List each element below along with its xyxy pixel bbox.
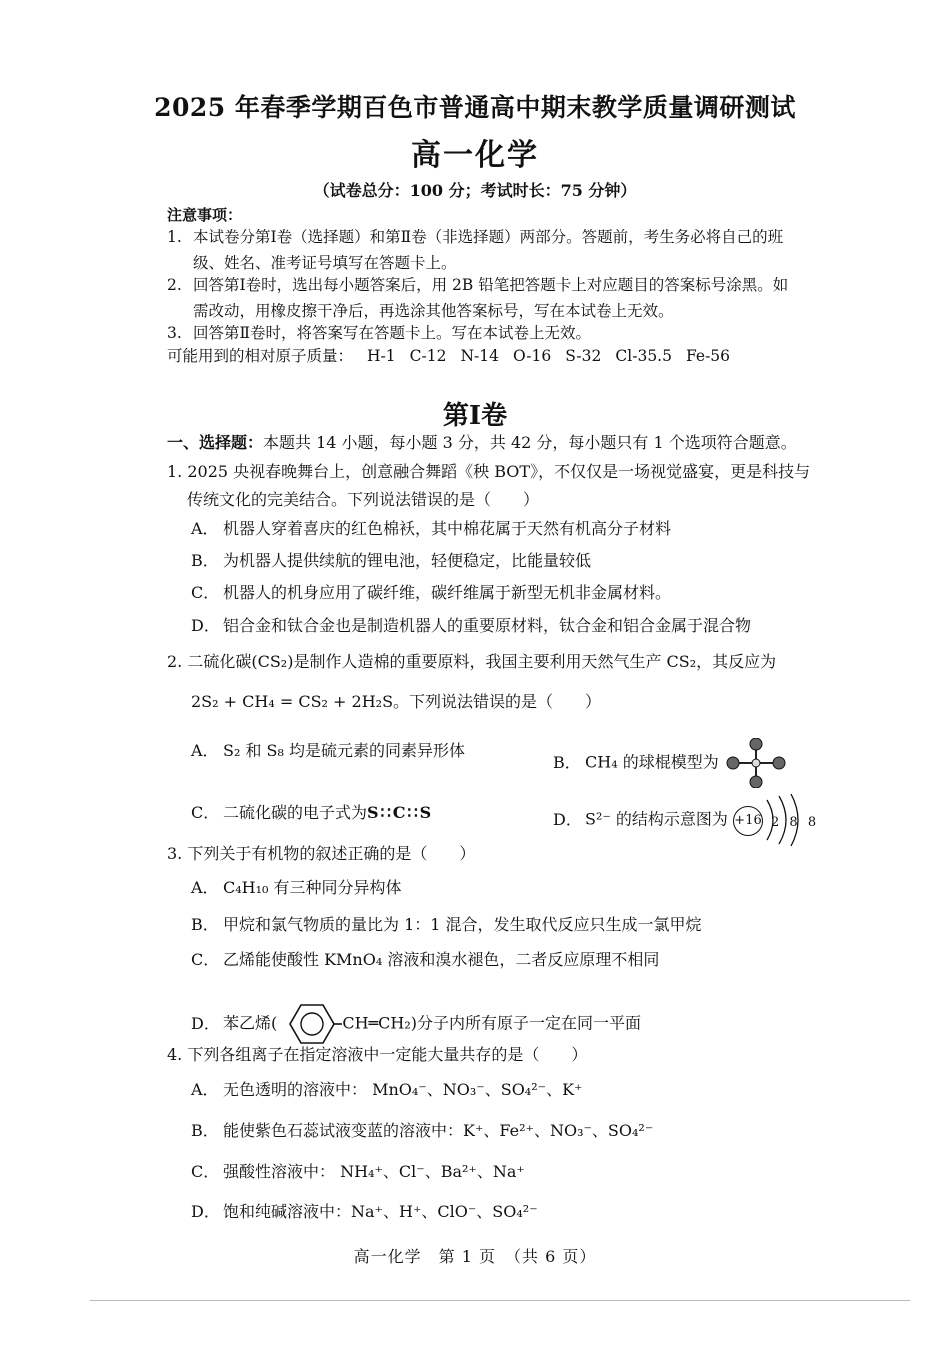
subject-title: 高一化学 — [411, 138, 539, 173]
notice-item-3 — [167, 320, 887, 346]
q4-option-d — [191, 1199, 538, 1225]
option-text: 无色透明的溶液中： MnO₄⁻、NO₃⁻、SO₄²⁻、K⁺ — [223, 1080, 583, 1099]
option-label: C． — [191, 803, 220, 822]
electron-formula: S∷C∷S — [367, 803, 434, 822]
q4-option-a — [191, 1077, 582, 1103]
option-text: )分子内所有原子一定在同一平面 — [410, 1013, 642, 1033]
atomic-mass: Fe-56 — [685, 347, 731, 365]
option-text: 饱和纯碱溶液中：Na⁺、H⁺、ClO⁻、SO₄²⁻ — [223, 1202, 538, 1221]
q3-option-c — [191, 947, 659, 973]
option-label: D． — [191, 1013, 220, 1033]
q1-option-d — [191, 613, 751, 639]
q3-option-b — [191, 912, 702, 938]
q2-option-a — [191, 738, 465, 764]
option-text: 甲烷和氯气物质的量比为 1：1 混合，发生取代反应只生成一氯甲烷 — [223, 915, 702, 934]
exam-title: 2025 年春季学期百色市普通高中期末教学质量调研测试 — [154, 93, 796, 122]
sulfide-ion-structure-diagram — [733, 800, 823, 840]
q4-option-b — [191, 1118, 653, 1144]
q1-option-c — [191, 580, 671, 606]
option-label: D． — [191, 616, 220, 635]
shell-electrons: 2 8 8 — [771, 815, 820, 830]
option-label: C． — [191, 583, 220, 602]
q2-option-b — [553, 738, 788, 788]
notice-item-1 — [167, 224, 887, 276]
atomic-mass: S-32 — [565, 347, 602, 365]
question-1-stem — [167, 458, 877, 514]
q3-option-a — [191, 875, 402, 901]
notice-text: 级、姓名、准考证号填写在答题卡上。 — [193, 254, 457, 272]
option-label: B． — [191, 1121, 219, 1140]
q1-option-a — [191, 516, 671, 542]
notice-text: 需改动，用橡皮擦干净后，再选涂其他答案标号，写在本试卷上无效。 — [193, 302, 674, 320]
option-label: D． — [191, 1202, 220, 1221]
atomic-label: 可能用到的相对原子质量： — [167, 347, 354, 365]
option-label: B． — [191, 551, 219, 570]
option-text: C₄H₁₀ 有三种同分异构体 — [223, 878, 402, 897]
question-text: 。下列说法错误的是（ ） — [393, 692, 602, 711]
option-label: A． — [191, 1080, 219, 1099]
option-text: 铝合金和钛合金也是制造机器人的重要原材料，钛合金和铝合金属于混合物 — [223, 616, 752, 635]
question-3-stem: 3. 下列关于有机物的叙述正确的是（ ） — [167, 844, 476, 863]
methane-ball-stick-model-icon — [724, 738, 788, 788]
vinyl-group: CH═CH₂ — [342, 1013, 411, 1033]
option-text: CH₄ 的球棍模型为 — [585, 752, 719, 772]
atomic-mass: O-16 — [513, 347, 552, 365]
option-label: D． — [553, 809, 582, 829]
page-footer: 高一化学 第 1 页 （共 6 页） — [353, 1247, 597, 1266]
notice-num: 1. — [167, 228, 182, 246]
option-text: 能使紫色石蕊试液变蓝的溶液中：K⁺、Fe²⁺、NO₃⁻、SO₄²⁻ — [223, 1121, 654, 1140]
notice-num: 3. — [167, 324, 182, 342]
question-4-stem: 4. 下列各组离子在指定溶液中一定能大量共存的是（ ） — [167, 1045, 588, 1064]
equation: 2S₂ + CH₄ = CS₂ + 2H₂S — [191, 692, 394, 711]
option-text: S₂ 和 S₈ 均是硫元素的同素异形体 — [223, 741, 466, 760]
option-text: 为机器人提供续航的锂电池，轻便稳定，比能量较低 — [223, 551, 592, 570]
option-text: 机器人穿着喜庆的红色棉袄，其中棉花属于天然有机高分子材料 — [223, 519, 672, 538]
atomic-masses — [167, 344, 730, 366]
option-text: S²⁻ 的结构示意图为 — [585, 809, 728, 829]
option-text: 机器人的机身应用了碳纤维，碳纤维属于新型无机非金属材料。 — [223, 583, 672, 602]
atomic-mass: Cl-35.5 — [615, 347, 672, 365]
notice-text: 回答第Ⅱ卷时，将答案写在答题卡上。写在本试卷上无效。 — [193, 324, 592, 342]
question-text: 1. 2025 央视春晚舞台上，创意融合舞蹈《秧 BOT》，不仅仅是一场视觉盛宴，更是科技与 — [167, 462, 811, 481]
question-2-equation — [191, 688, 901, 716]
question-text: 传统文化的完美结合。下列说法错误的是（ ） — [187, 490, 540, 509]
option-label: A． — [191, 878, 219, 897]
option-label: B． — [191, 915, 219, 934]
atomic-mass: H-1 — [367, 347, 396, 365]
question-text: 是制作人造棉的重要原料，我国主要利用天然气生产 CS₂，其反应为 — [293, 652, 777, 671]
instr-label: 一、选择题： — [167, 433, 264, 452]
option-text: 强酸性溶液中： NH₄⁺、Cl⁻、Ba²⁺、Na⁺ — [223, 1162, 525, 1181]
section-instructions — [167, 430, 797, 456]
notice-text: 本试卷分第Ⅰ卷（选择题）和第Ⅱ卷（非选择题）两部分。答题前，考生务必将自己的班 — [193, 228, 784, 246]
notice-item-2 — [167, 272, 887, 324]
exam-meta: （试卷总分：100 分；考试时长：75 分钟） — [313, 181, 637, 200]
q1-option-b — [191, 548, 591, 574]
atomic-mass: N-14 — [460, 347, 499, 365]
option-label: C． — [191, 950, 220, 969]
q2-option-c — [191, 800, 433, 826]
option-text: 苯乙烯( — [223, 1013, 278, 1033]
option-text: 二硫化碳的电子式为 — [223, 803, 368, 822]
atomic-mass: C-12 — [409, 347, 447, 365]
option-label: A． — [191, 741, 219, 760]
notice-text: 回答第Ⅰ卷时，选出每小题答案后，用 2B 铅笔把答题卡上对应题目的答案标号涂黑。如 — [193, 276, 789, 294]
notice-num: 2. — [167, 276, 182, 294]
question-text: 2. 二硫化碳 — [167, 652, 252, 671]
option-text: 乙烯能使酸性 KMnO₄ 溶液和溴水褪色，二者反应原理不相同 — [223, 950, 660, 969]
formula: (CS₂) — [251, 652, 294, 671]
instr-text: 本题共 14 小题，每小题 3 分，共 42 分，每小题只有 1 个选项符合题意。 — [263, 433, 797, 452]
scan-edge-divider — [90, 1300, 910, 1301]
nucleus: +16 — [733, 806, 763, 836]
q4-option-c — [191, 1159, 525, 1185]
option-label: C． — [191, 1162, 220, 1181]
notice-title: 注意事项： — [167, 206, 243, 224]
option-label: A． — [191, 519, 219, 538]
section-title: 第Ⅰ卷 — [442, 401, 508, 431]
option-label: B． — [553, 752, 581, 772]
question-2-stem — [167, 648, 877, 676]
q2-option-d — [553, 800, 823, 840]
